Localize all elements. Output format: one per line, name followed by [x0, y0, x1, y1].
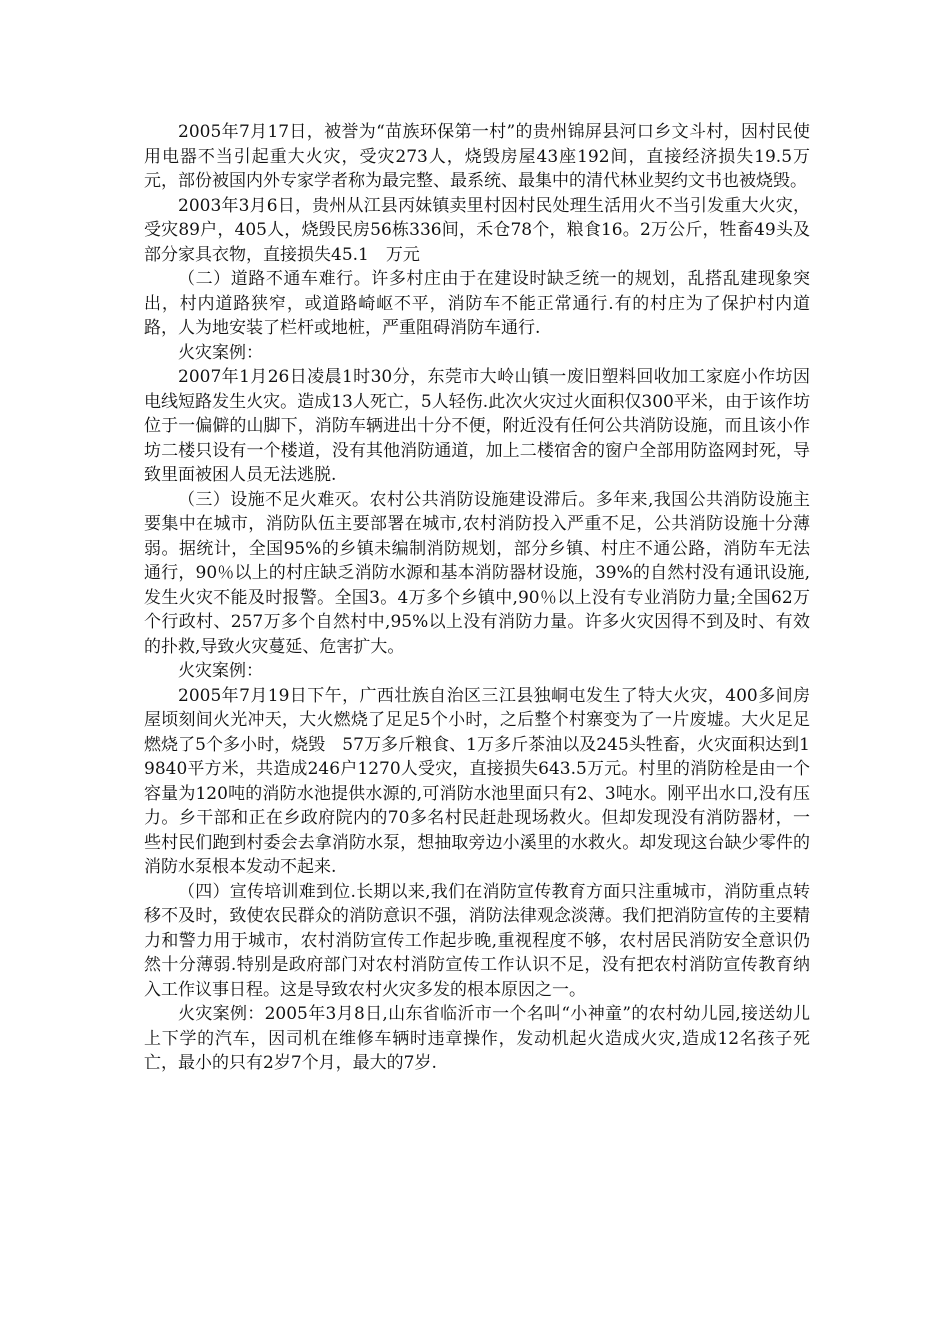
paragraph-linyi-fire: 火灾案例：2005年3月8日,山东省临沂市一个名叫“小神童”的农村幼儿园,接送幼儿上下学的汽车，因司机在维修车辆时违章操作，发动机起火造成火灾,造成12名孩子死亡，最小的只有2岁7个月，最大的7岁. [144, 1004, 810, 1073]
paragraph-dongguan-fire: 2007年1月26日凌晨1时30分，东莞市大岭山镇一废旧塑料回收加工家庭小作坊因电线短路发生火灾。造成13人死亡，5人轻伤.此次火灾过火面积仅300平米，由于该作坊位于一偏僻的山脚下，消防车辆进出十分不便，附近没有任何公共消防设施，而且该小作坊二楼只设有一个楼道，没有其他消防通道，加上二楼宿舍的窗户全部用防盗网封死，导致里面被困人员无法逃脱. [144, 367, 810, 485]
paragraph-section-facilities: （三）设施不足火难灭。农村公共消防设施建设滞后。多年来,我国公共消防设施主要集中在城市，消防队伍主要部署在城市,农村消防投入严重不足，公共消防设施十分薄弱。据统计，全国95%的乡镇未编制消防规划，部分乡镇、村庄不通公路，消防车无法通行，90％以上的村庄缺乏消防水源和基本消防器材设施，39%的自然村没有通讯设施,发生火灾不能及时报警。全国3。4万多个乡镇中,90％以上没有专业消防力量;全国62万个行政村、257万多个自然村中,95%以上没有消防力量。许多火灾因得不到及时、有效的扑救,导致火灾蔓延、危害扩大。 [144, 489, 810, 657]
paragraph-section-roads: （二）道路不通车难行。许多村庄由于在建设时缺乏统一的规划，乱搭乱建现象突出，村内道路狭窄，或道路崎岖不平，消防车不能正常通行.有的村庄为了保护村内道路，人为地安装了栏杆或地桩，严重阻碍消防车通行. [144, 269, 810, 338]
document-page [144, 120, 810, 1076]
paragraph-section-publicity: （四）宣传培训难到位.长期以来,我们在消防宣传教育方面只注重城市，消防重点转移不及时，致使农民群众的消防意识不强，消防法律观念淡薄。我们把消防宣传的主要精力和警力用于城市，农村消防宣传工作起步晚,重视程度不够，农村居民消防安全意识仍然十分薄弱.特别是政府部门对农村消防宣传工作认识不足，没有把农村消防宣传教育纳入工作议事日程。这是导致农村火灾多发的根本原因之一。 [144, 881, 810, 1000]
paragraph-wendou-fire: 2005年7月17日，被誉为“苗族环保第一村”的贵州锦屏县河口乡文斗村，因村民使用电器不当引起重大火灾，受灾273人，烧毁房屋43座192间，直接经济损失19.5万元，部份被国内外专家学者称为最完整、最系统、最集中的清代林业契约文书也被烧毁。 [144, 122, 810, 191]
paragraph-congjiang-fire: 2003年3月6日，贵州从江县丙妹镇卖里村因村民处理生活用火不当引发重大火灾，受灾89户，405人，烧毁民房56栋336间，禾仓78个，粮食16。2万公斤，牲畜49头及部分家具衣物，直接损失45.1 万元 [144, 195, 810, 265]
paragraph-case-heading: 火灾案例： [178, 342, 263, 363]
paragraph-sanjiang-fire: 2005年7月19日下午，广西壮族自治区三江县独峒屯发生了特大火灾，400多间房屋顷刻间火光冲天，大火燃烧了足足5个小时，之后整个村寨变为了一片废墟。大火足足燃烧了5个多小时，烧毁 57万多斤粮食、1万多斤茶油以及245头牲畜，火灾面积达到19840平方米，共造成246户1270人受灾，直接损失643.5万元。村里的消防栓是由一个容量为120吨的消防水池提供水源的,可消防水池里面只有2、3吨水。刚平出水口,没有压力。乡干部和正在乡政府院内的70多名村民赶赴现场救火。但却发现没有消防器材，一些村民们跑到村委会去拿消防水泵，想抽取旁边小溪里的水救火。却发现这台缺少零件的消防水泵根本发动不起来. [144, 685, 810, 877]
paragraph-case-heading: 火灾案例： [178, 661, 263, 681]
